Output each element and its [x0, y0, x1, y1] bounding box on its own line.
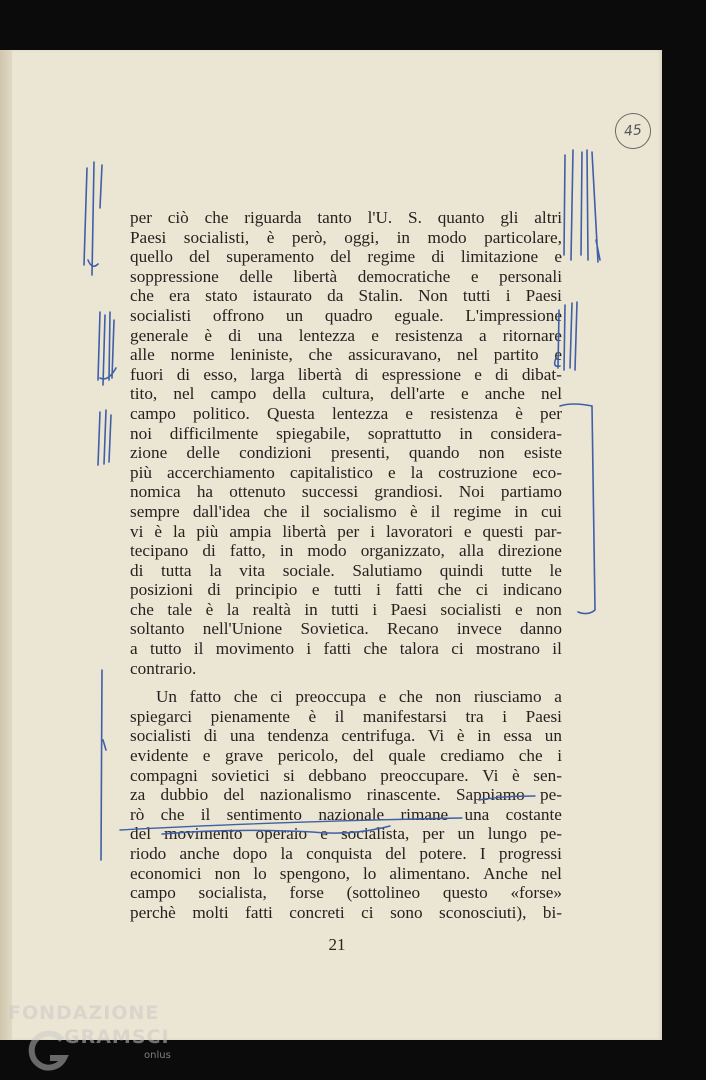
- text-line: evidente e grave pericolo, del quale crediamo che i: [130, 746, 562, 766]
- margin-mark-left-3: [98, 410, 111, 465]
- text-line: generale è di una lentezza e resistenza a ritornare: [130, 325, 562, 345]
- text-line: per ciò che riguarda tanto l'U. S. quanto gli altri: [130, 208, 562, 227]
- text-line: riodo anche dopo la conquista del potere. I progressi: [130, 844, 562, 863]
- document-page: [12, 50, 662, 1040]
- text-line: fuori di esso, larga libertà di espressione e di dibat-: [130, 364, 562, 384]
- text-line: posizioni di principio e tutti i fatti che ci indicano: [130, 580, 562, 600]
- text-line: di tutta la vita sociale. Salutiamo quindi tutte le: [130, 560, 562, 580]
- handwritten-annotations: [12, 50, 662, 1040]
- text-line: alle norme leniniste, che assicuravano, nel partito e: [130, 345, 562, 365]
- text-line: vi è la più ampia libertà per i lavoratori e questi par-: [130, 521, 562, 541]
- margin-mark-left-1: [84, 162, 102, 275]
- strikethrough-text: [162, 826, 390, 834]
- margin-mark-right-2: [555, 302, 577, 370]
- text-line: a tutto il movimento i fatti che talora ci mostrano il: [130, 639, 562, 659]
- watermark-line1: FONDAZIONE: [8, 1002, 160, 1024]
- text-line: più accerchiamento capitalistico e la costruzione eco-: [130, 462, 562, 482]
- text-line: tito, nel campo della cultura, dell'arte e anche nel: [130, 384, 562, 404]
- text-line: socialisti di una tendenza centrifuga. Vi è in essa un: [130, 726, 562, 746]
- watermark-line2: GRAMSCI: [64, 1026, 170, 1048]
- text-line: rò che il sentimento nazionale rimane una costante: [130, 804, 562, 824]
- text-line: che era stato istaurato da Stalin. Non tutti i Paesi: [130, 286, 562, 306]
- text-line: economici non lo spengono, lo alimentano. Anche nel: [130, 863, 562, 883]
- text-line: Un fatto che ci preoccupa e che non riusciamo a: [156, 687, 562, 707]
- margin-mark-left-2: [98, 312, 116, 385]
- text-line: spiegarci pienamente è il manifestarsi tra i Paesi: [130, 706, 562, 726]
- text-line: che tale è la realtà in tutti i Paesi socialisti e non: [130, 599, 562, 619]
- underline-alimentano: [120, 818, 462, 830]
- text-line: compagni sovietici si debbano preoccupare. Vi è sen-: [130, 765, 562, 785]
- text-line: quello del superamento del regime di limitazione e: [130, 247, 562, 267]
- text-line: Paesi socialisti, è però, oggi, in modo particolare,: [130, 227, 562, 247]
- text-line: campo politico. Questa lentezza e resistenza è per: [130, 403, 562, 423]
- text-line: zione delle condizioni presenti, quando non esiste: [130, 443, 562, 463]
- text-line: del movimento operaio e socialista, per un lungo pe-: [130, 824, 562, 844]
- text-line: soppressione delle libertà democratiche e personali: [130, 266, 562, 286]
- margin-bracket-right: [560, 404, 595, 614]
- text-line: noi difficilmente spiegabile, soprattutto in considera-: [130, 423, 562, 443]
- handwritten-page-number: 45: [613, 111, 653, 151]
- text-line: soltanto nell'Unione Sovietica. Recano invece danno: [130, 619, 562, 639]
- text-line: socialisti offrono un quadro eguale. L'impressione: [130, 305, 562, 325]
- printed-page-number: 21: [328, 935, 346, 954]
- underline-progressi: [479, 796, 535, 800]
- text-line: tecipano di fatto, in modo organizzato, alla direzione: [130, 541, 562, 561]
- text-line: za dubbio del nazionalismo rinascente. Sappiamo pe-: [130, 785, 562, 805]
- margin-mark-right-1: [564, 150, 600, 262]
- watermark-logo: [2, 1000, 182, 1080]
- text-line: contrario.: [130, 658, 197, 678]
- text-line: campo socialista, forse (sottolineo questo «forse»: [130, 883, 562, 903]
- text-line: nomica ha ottenuto successi grandiosi. Noi partiamo: [130, 482, 562, 502]
- margin-line-left-4: [101, 670, 106, 860]
- text-line: sempre dall'idea che il socialismo è il regime in cui: [130, 501, 562, 521]
- text-line: perchè molti fatti concreti ci sono sconosciuti), bi-: [130, 902, 562, 922]
- watermark-line3: onlus: [144, 1050, 171, 1061]
